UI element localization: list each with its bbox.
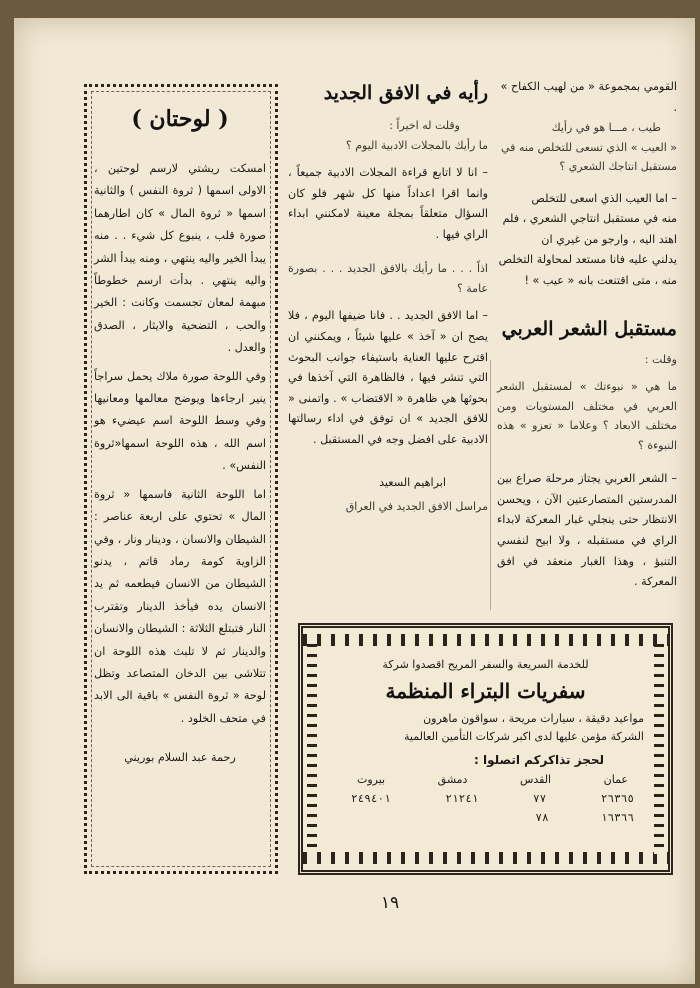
city-label: بيروت: [357, 772, 386, 786]
petra-travel-advert: [298, 623, 673, 875]
right-col-line: مستقبل انتاجك الشعري ؟: [559, 160, 677, 174]
ornamental-border: [303, 634, 668, 646]
phone-number: ٧٧: [533, 791, 547, 805]
answer-literary-magazines: – انا لا اتابع قراءة المجلات الادبية جميعاً ، وانما اقرا اعداداً منها كل شهر فلو كان السؤال متعلقاً بمجلة معينة لامكنني ابداء الراي فيها .: [288, 166, 488, 241]
phone-number: [351, 811, 391, 824]
right-col-line: – اما العيب الذي اسعى للتخلص: [531, 191, 677, 205]
right-col-line: « العيب » الذي تسعى للتخلص منه في: [501, 140, 677, 154]
article-author: رحمة عبد السلام بوريني: [124, 751, 236, 765]
advert-content: [327, 656, 644, 824]
answer-poetry-prophecy: – الشعر العربي يجتاز مرحلة صراع بين المدرستين المتصارعتين الآن ، ويحسن الانتظار حتى ينجلي غبار المعركة لابداء الراي في مستقبله ، ولا ابيح لنفسي التنبؤ ، وهذا الغبار منعقد في افق المعركة .: [497, 472, 677, 589]
phone-number: ١٦٣٦٦: [600, 810, 634, 824]
heading-opinion-on-ofuq: رأيه في الافق الجديد: [323, 82, 488, 104]
advert-insurance: الشركة مؤمن عليها لدى اكبر شركات التأمين العالمية: [404, 730, 644, 743]
paintings-paragraph-1: امسكت ريشتي لارسم لوحتين ، الاولى اسمها ( ثروة النفس ) والثانية اسمها « ثروة المال » كان اطارهما صورة قلب ، ينبوع كل شيء . . منه يبدأ الخير واليه ينتهي ، ومنه يبدأ الشر واليه ينتهي . بدأت ارسم خطوطاً مبهمة لمعان تجسمت وكانت : الخير والحب ، التضحية والايثار ، الصدق والعدل .: [94, 162, 266, 355]
advert-cities-row: [327, 771, 644, 786]
heading-arabic-poetry-future: مستقبل الشعر العربي: [501, 317, 677, 340]
phone-number: ٧٨: [535, 810, 549, 824]
city-label: القدس: [519, 772, 552, 786]
right-column: [497, 77, 677, 593]
advert-booking: لحجز تذاكركم اتصلوا :: [474, 753, 604, 767]
advert-features: مواعيد دقيقة ، سيارات مريحة ، سواقون ماهرون: [423, 712, 644, 725]
paintings-paragraph-3: اما اللوحة الثانية فاسمها « ثروة المال » تحتوي على اربعة عناصر : الشيطان والانسان ، ودينار ونار ، وفي الزاوية كومة رماد قاتم ، يدنو الشيطان من الانسان فيطعمه ثم يد الانسان يده فيأخذ الدينار وتقترب النار فتبتلع الثلاثة : الشيطان والانسان والدينار ثم لا تلبث هذه اللوحة ان تتلاشى بين الدخان المتصاعد وتظل لوحة « ثروة النفس » باقية الى الابد في متحف الخلود .: [94, 487, 266, 725]
right-col-line: منه ، متى اقتنعت بانه « عيب » !: [524, 274, 677, 288]
advert-intro: للخدمة السريعة والسفر المريح اقصدوا شركة: [382, 658, 589, 671]
signature-role: مراسل الافق الجديد في العراق: [345, 500, 488, 514]
ornamental-border: [303, 852, 668, 864]
two-paintings-article: [94, 106, 266, 769]
said-line: وقلت :: [644, 352, 677, 366]
advert-phones-row: [327, 805, 644, 824]
question-poetry-prophecy: ما هي « نبوءتك » لمستقبل الشعر العربي في مختلف المستويات ومن مختلف الابعاد ؟ وعلاما « تعزو » هذه النبوءة ؟: [497, 380, 677, 452]
phone-number: ٢٦٣٦٥: [600, 791, 634, 805]
ornamental-border: [654, 644, 664, 854]
page-number: ١٩: [380, 893, 400, 913]
right-col-line: طيب ، مـــا هو في رأيك: [551, 121, 661, 135]
advert-company-name: سفريات البتراء المنظمة: [385, 679, 586, 703]
question-literary-magazines: ما رأيك بالمجلات الادبية اليوم ؟: [345, 138, 488, 152]
ornamental-border: [307, 644, 317, 854]
right-col-line: منه في مستقبل انتاجي الشعري ، فلم: [502, 212, 677, 226]
right-col-line: اهتد اليه ، وارجو من غيري ان: [541, 232, 677, 246]
advert-phones-row: [327, 786, 644, 805]
city-label: دمشق: [437, 772, 468, 786]
right-col-line: القومي بمجموعة « من لهيب الكفاح » .: [500, 80, 677, 114]
intro-line: وقلت له اخيراً :: [389, 119, 460, 132]
city-label: عمان: [603, 772, 628, 786]
phone-number: ٢١٢٤١: [445, 791, 479, 805]
answer-ofuq-overall: – اما الافق الجديد . . فانا ضيفها اليوم ، فلا يصح ان « آخذ » عليها شيئاً ، ويمكنني ان اقترح عليها العناية باستيفاء جوانب البحوث التي تنشر فيها ، فالظاهرة التي آخذها في بحوثها هي ظاهرة « الاقتضاب » . واتمنى « للافق الجديد » ان توفق في اداء رسالتها الادبية على افضل وجه في المستقبل .: [288, 309, 488, 446]
paintings-paragraph-2: وفي اللوحة صورة ملاك يحمل سراجاً ينير ارجاءها ويوضح معالمها ومعانيها وفي وسط اللوحة اسم عيضيء هو اسم الله ، هذه اللوحة اسمها«ثروة النفس» .: [94, 369, 266, 473]
signature-name: ابراهيم السعيد: [379, 475, 446, 489]
phone-number: [443, 811, 483, 824]
column-divider: [490, 360, 491, 610]
right-col-line: يدلني عليه فانا مستعد لمحاولة التخلص: [498, 253, 677, 267]
question-ofuq-overall: اذاً . . . ما رأيك بالافق الجديد . . . بصورة عامة ؟: [288, 262, 488, 295]
phone-number: ٢٤٩٤٠١: [351, 791, 391, 805]
article-title-two-paintings: ( لوحتان ): [131, 106, 229, 132]
middle-column: [288, 82, 488, 517]
